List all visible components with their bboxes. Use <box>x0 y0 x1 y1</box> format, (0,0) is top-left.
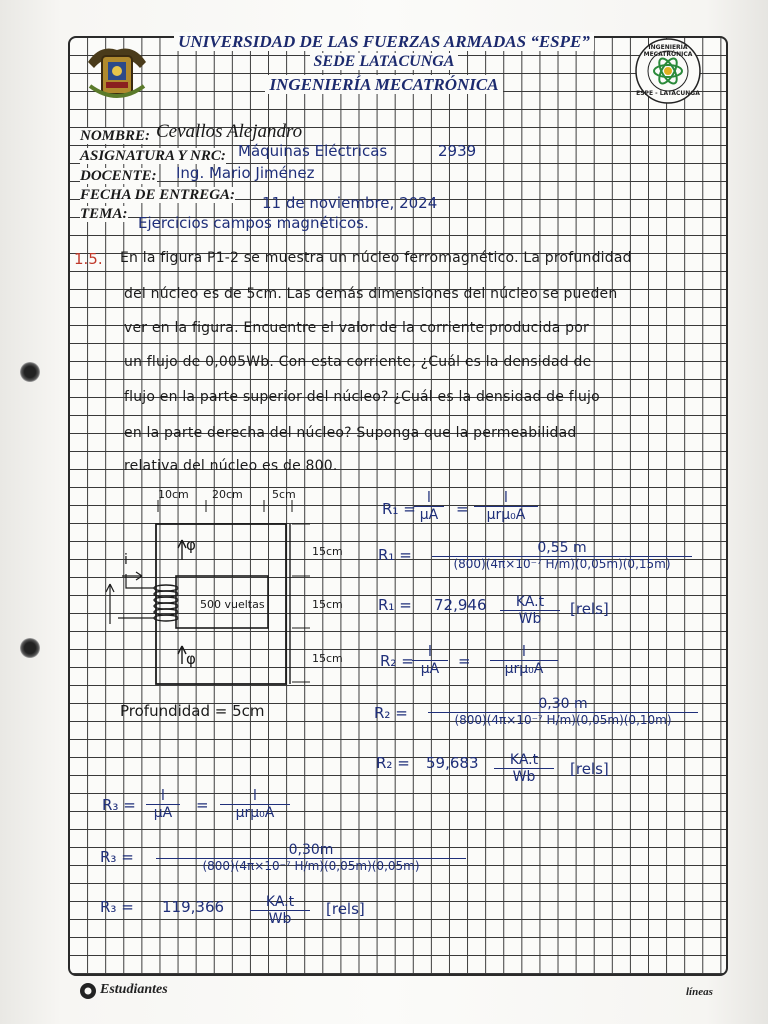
r3-result-lhs: R₃ = <box>100 898 134 916</box>
problem-line-3: ver en la figura. Encuentre el valor de la corriente producida por <box>124 320 589 336</box>
r1-unit-num: KA.t <box>500 594 560 611</box>
r2-f1-den: μA <box>420 661 440 677</box>
problem-line-7: relativa del núcleo es de 800. <box>124 458 338 474</box>
r3-unit-den: Wb <box>268 911 292 927</box>
flux-symbol-top: φ <box>186 536 196 554</box>
r1-result-lhs: R₁ = <box>378 596 412 614</box>
r2-lhs: R₂ = <box>380 652 414 670</box>
r3-sub-lhs: R₃ = <box>100 848 134 866</box>
punch-hole-top <box>20 362 40 382</box>
seal-text-top: INGENIERÍA MECATRÓNICA <box>643 44 693 58</box>
problem-line-6: en la parte derecha del núcleo? Suponga que la permeabilidad <box>124 425 577 441</box>
dim-top-2: 20cm <box>212 488 243 501</box>
nombre-label: NOMBRE: <box>80 128 151 144</box>
r2-f1-num: l <box>412 644 448 661</box>
r3-result-unit <box>250 894 310 927</box>
r1-sub-fraction <box>432 540 692 571</box>
footer-brand-right: líneas <box>686 986 713 998</box>
r1-f2-den: μrμ₀A <box>486 507 526 523</box>
r3-sub-den: (800)(4π×10⁻⁷ H/m)(0,05m)(0,05m) <box>202 859 420 873</box>
r3-f1-num: l <box>146 788 180 805</box>
r2-sub-fraction <box>428 696 698 727</box>
r3-f2-num: l <box>220 788 290 805</box>
department-name: INGENIERÍA MECATRÓNICA <box>265 75 502 94</box>
dim-top-3: 5cm <box>272 488 296 501</box>
r1-sub-den: (800)(4π×10⁻⁷ H/m)(0,05m)(0,15m) <box>453 557 671 571</box>
r3-unit-num: KA.t <box>250 894 310 911</box>
r1-f2-num: l <box>474 490 538 507</box>
asignatura-value: Máquinas Eléctricas <box>238 142 388 160</box>
r1-fraction-1 <box>414 490 444 523</box>
r1-equals: = <box>456 500 469 518</box>
r2-f2-den: μrμ₀A <box>504 661 544 677</box>
r1-f1-num: l <box>414 490 444 507</box>
r3-fraction-2 <box>220 788 290 821</box>
r2-f2-num: l <box>490 644 558 661</box>
r2-result-unit <box>494 752 554 785</box>
tema-label: TEMA: <box>80 206 128 222</box>
r1-f1-den: μA <box>419 507 439 523</box>
dim-right-1: 15cm <box>312 545 343 558</box>
r3-f1-den: μA <box>153 805 173 821</box>
dim-right-2: 15cm <box>312 598 343 611</box>
r1-result-value: 72,946 <box>434 596 487 614</box>
r2-unit-num: KA.t <box>494 752 554 769</box>
r2-fraction-2 <box>490 644 558 677</box>
problem-line-4: un flujo de 0,005Wb. Con esta corriente, ¿Cuál es la densidad de <box>124 354 592 370</box>
docente-value: Ing. Mario Jiménez <box>176 164 315 182</box>
depth-note: Profundidad = 5cm <box>120 702 265 720</box>
tema-value: Ejercicios campos magnéticos. <box>138 214 369 232</box>
r1-sub-lhs: R₁ = <box>378 546 412 564</box>
r3-fraction-1 <box>146 788 180 821</box>
current-symbol: i <box>124 552 128 568</box>
r3-f2-den: μrμ₀A <box>235 805 275 821</box>
dim-top-1: 10cm <box>158 488 189 501</box>
problem-number: 1.5. <box>74 250 103 268</box>
r2-equals: = <box>458 652 471 670</box>
r3-result-value: 119,366 <box>162 898 225 916</box>
r3-result-tag: [rels] <box>326 900 365 918</box>
r2-fraction-1 <box>412 644 448 677</box>
r1-result-unit <box>500 594 560 627</box>
r2-sub-lhs: R₂ = <box>374 704 408 722</box>
r2-unit-den: Wb <box>512 769 536 785</box>
seal-text-bottom: ESPE - LATACUNGA <box>636 90 700 97</box>
dim-right-3: 15cm <box>312 652 343 665</box>
r1-sub-num: 0,55 m <box>432 540 692 557</box>
brand-logo-icon <box>78 982 98 1000</box>
nrc-value: 2939 <box>438 142 477 160</box>
footer-brand-left: Estudiantes <box>100 982 168 997</box>
campus-name: SEDE LATACUNGA <box>310 53 459 70</box>
fecha-value: 11 de noviembre, 2024 <box>262 194 438 212</box>
flux-symbol-bottom: φ <box>186 650 196 668</box>
r1-fraction-2 <box>474 490 538 523</box>
r2-sub-num: 0,30 m <box>428 696 698 713</box>
university-name: UNIVERSIDAD DE LAS FUERZAS ARMADAS “ESPE” <box>174 32 594 51</box>
r3-sub-num: 0,30m <box>156 842 466 859</box>
problem-line-5: flujo en la parte superior del núcleo? ¿Cuál es la densidad de flujo <box>124 389 600 405</box>
problem-line-2: del núcleo es de 5cm. Las demás dimensiones del núcleo se pueden <box>124 286 618 302</box>
r2-result-tag: [rels] <box>570 760 609 778</box>
r2-result-value: 59,683 <box>426 754 479 772</box>
r1-unit-den: Wb <box>518 611 542 627</box>
r3-equals: = <box>196 796 209 814</box>
r3-lhs: R₃ = <box>102 796 136 814</box>
r1-lhs: R₁ = <box>382 500 416 518</box>
r3-sub-fraction <box>156 842 466 873</box>
nombre-value: Cevallos Alejandro <box>156 121 303 142</box>
r1-result-tag: [rels] <box>570 600 609 618</box>
problem-line-1: En la figura P1-2 se muestra un núcleo ferromagnético. La profundidad <box>120 250 632 266</box>
r2-result-lhs: R₂ = <box>376 754 410 772</box>
r2-sub-den: (800)(4π×10⁻⁷ H/m)(0,05m)(0,10m) <box>454 713 672 727</box>
punch-hole-bottom <box>20 638 40 658</box>
coil-turns-label: 500 vueltas <box>200 598 265 611</box>
asignatura-label: ASIGNATURA Y NRC: <box>80 148 226 164</box>
docente-label: DOCENTE: <box>80 168 157 184</box>
fecha-label: FECHA DE ENTREGA: <box>80 187 236 203</box>
